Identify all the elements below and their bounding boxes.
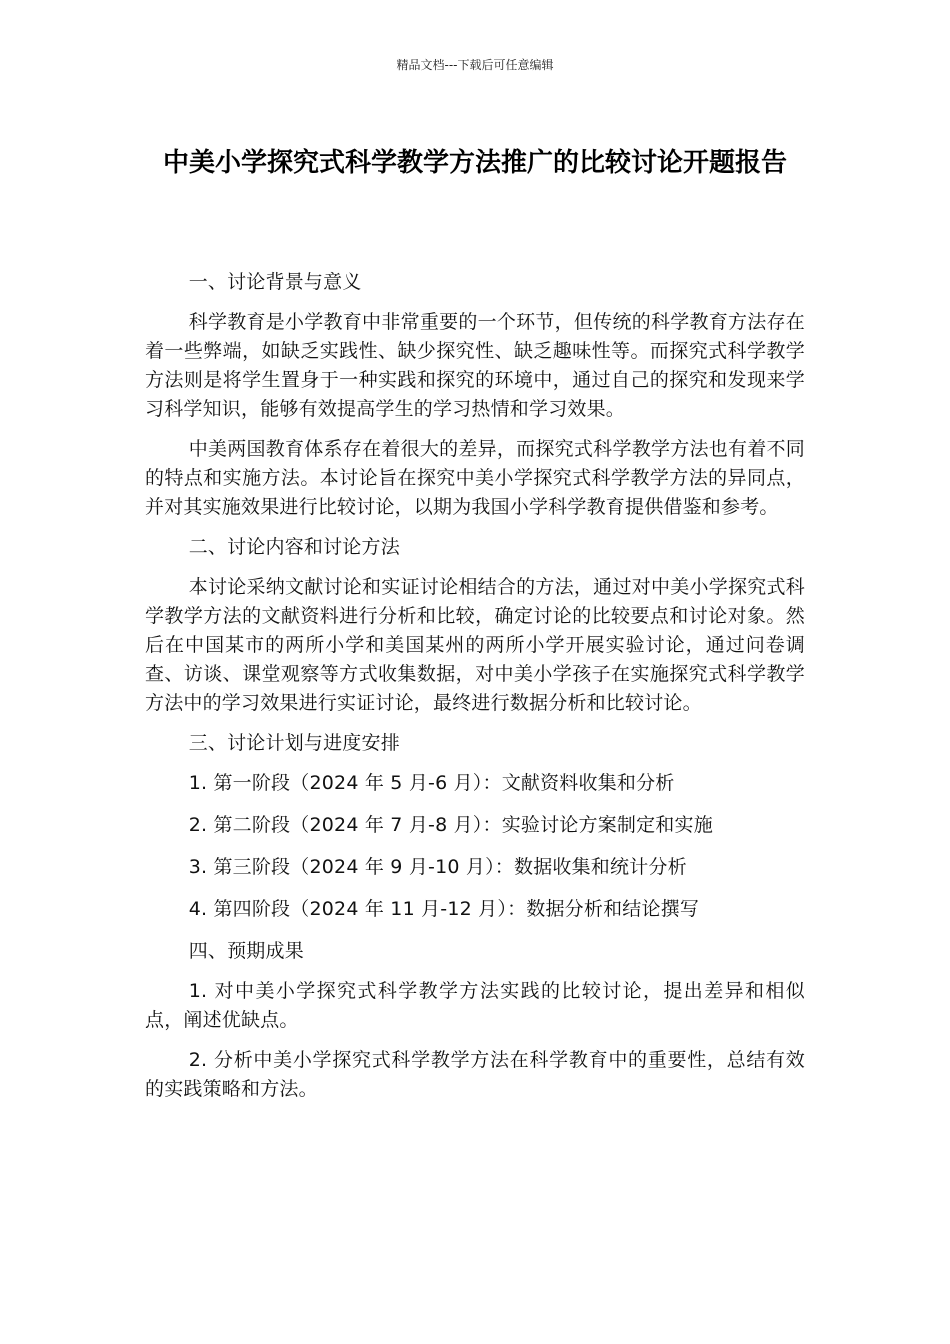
section-heading-outcomes: 四、预期成果 [188,940,304,962]
section-heading-methods: 二、讨论内容和讨论方法 [188,536,400,558]
schedule-stage-4: 4. 第四阶段（2024 年 11 月-12 月）：数据分析和结论撰写 [188,898,700,920]
schedule-stage-2: 2. 第二阶段（2024 年 7 月-8 月）：实验讨论方案制定和实施 [188,814,713,836]
section-heading-background: 一、讨论背景与意义 [188,271,362,293]
schedule-stage-1: 1. 第一阶段（2024 年 5 月-6 月）：文献资料收集和分析 [188,772,675,794]
page-header-note: 精品文档---下载后可任意编辑 [396,58,554,72]
paragraph-background-2: 中美两国教育体系存在着很大的差异，而探究式科学教学方法也有着不同的特点和实施方法。本讨论旨在探究中美小学探究式科学教学方法的异同点，并对其实施效果进行比较讨论，以期为我国小学科学教育提供借鉴和参考。 [145,438,805,518]
paragraph-background-1: 科学教育是小学教育中非常重要的一个环节，但传统的科学教育方法存在着一些弊端，如缺乏实践性、缺少探究性、缺乏趣味性等。而探究式科学教学方法则是将学生置身于一种实践和探究的环境中，通过自己的探究和发现来学习科学知识，能够有效提高学生的学习热情和学习效果。 [145,311,805,420]
document-body [145,268,805,1115]
outcome-item-1: 1. 对中美小学探究式科学教学方法实践的比较讨论，提出差异和相似点，阐述优缺点。 [145,980,805,1031]
outcome-item-2: 2. 分析中美小学探究式科学教学方法在科学教育中的重要性，总结有效的实践策略和方法。 [145,1049,805,1100]
document-title: 中美小学探究式科学教学方法推广的比较讨论开题报告 [162,148,787,178]
section-heading-schedule: 三、讨论计划与进度安排 [188,732,400,754]
paragraph-methods-1: 本讨论采纳文献讨论和实证讨论相结合的方法，通过对中美小学探究式科学教学方法的文献资料进行分析和比较，确定讨论的比较要点和讨论对象。然后在中国某市的两所小学和美国某州的两所小学开展实验讨论，通过问卷调查、访谈、课堂观察等方式收集数据，对中美小学孩子在实施探究式科学教学方法中的学习效果进行实证讨论，最终进行数据分析和比较讨论。 [145,576,805,714]
schedule-stage-3: 3. 第三阶段（2024 年 9 月-10 月）：数据收集和统计分析 [188,856,687,878]
